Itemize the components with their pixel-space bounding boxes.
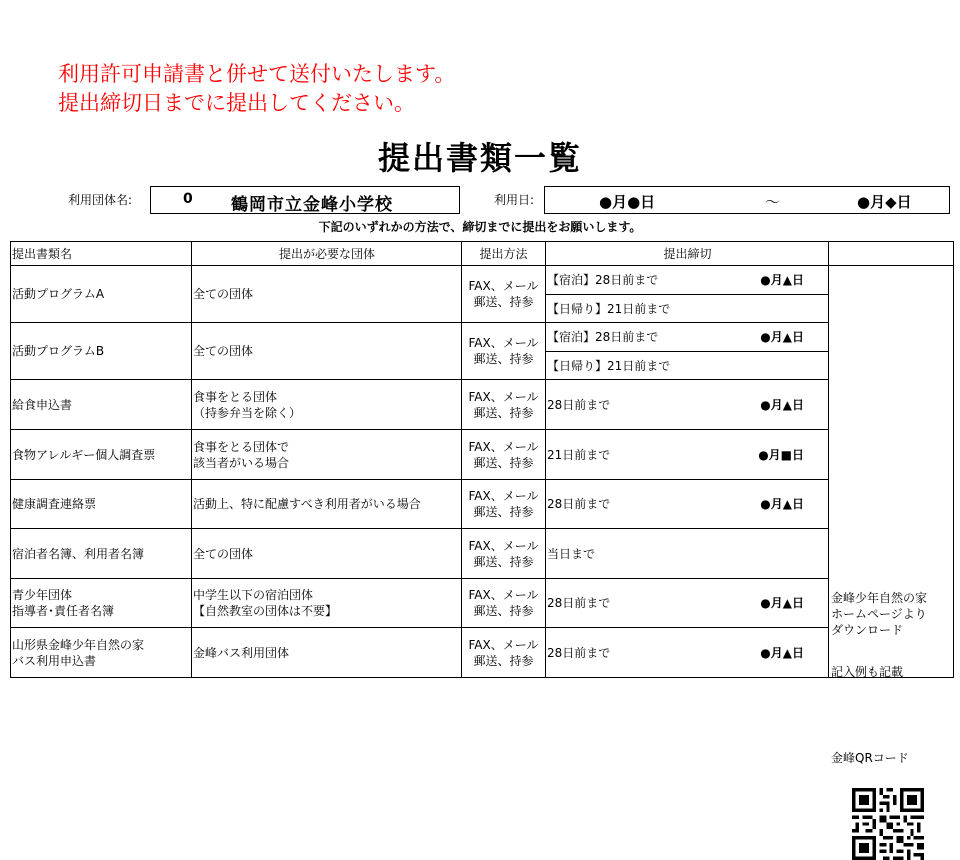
row-method [462,480,546,529]
method-line-2: 郵送、持参 [473,554,534,569]
row-deadline [546,579,829,628]
row-method [462,430,546,480]
method-line-2: 郵送、持参 [473,455,534,470]
method-line-1: FAX、メール [468,538,539,553]
deadline-text: 28日前まで [547,645,611,660]
deadline-text: 【宿泊】28日前まで [547,273,659,287]
deadline-text: 28日前まで [547,497,611,511]
row-document: 健康調査連絡票 [11,480,192,529]
method-line-1: FAX、メール [468,489,539,503]
method-line-2: 郵送、持参 [473,405,534,420]
row-deadline [546,323,829,352]
method-line-2: 郵送、持参 [473,604,534,618]
row-document [11,579,192,628]
group-line-1: 食事をとる団体で [193,439,290,454]
download-note-line-3: ダウンロード [831,622,904,637]
row-document: 給食申込書 [11,380,192,430]
table-row [11,480,954,529]
deadline-text: 28日前まで [547,397,611,412]
method-line-2: 郵送、持参 [473,653,534,668]
row-method [462,628,546,678]
document-line-1: 青少年団体 [12,588,73,602]
deadline-text: 【日帰り】21日前まで [546,352,829,380]
row-deadline [546,266,829,295]
table-row [11,628,954,678]
deadline-text: 【宿泊】28日前まで [547,330,659,344]
usage-date-from: ●月●日 [599,193,656,211]
submission-table [10,241,954,765]
notice-line-2: 提出締切日までに提出してください。 [58,91,415,115]
row-group: 全ての団体 [192,529,462,579]
row-group: 全ての団体 [192,323,462,380]
usage-date-tilde: ～ [765,193,781,211]
usage-date-field [544,186,950,214]
row-document: 食物アレルギー個人調査票 [11,430,192,480]
row-method [462,380,546,430]
side-panel [829,266,954,765]
row-group: 金峰バス利用団体 [192,628,462,678]
table-row [11,430,954,480]
row-deadline [546,480,829,529]
download-note-line-1: 金峰少年自然の家 [831,590,928,605]
method-line-1: FAX、メール [468,637,539,652]
group-name-field [150,186,460,214]
method-line-1: FAX、メール [468,439,539,454]
table-row [11,579,954,628]
table-row [11,266,954,295]
method-line-1: FAX、メール [468,279,539,293]
row-group: 活動上、特に配慮すべき利用者がいる場合 [192,480,462,529]
row-method [462,266,546,323]
method-line-2: 郵送、持参 [473,505,534,519]
table-header-row [11,242,954,266]
method-line-2: 郵送、持参 [473,295,534,309]
group-line-2: （持参弁当を除く） [193,405,302,420]
header-group: 提出が必要な団体 [192,242,462,266]
row-document: 活動プログラムA [11,266,192,323]
deadline-text: 21日前まで [547,447,611,462]
row-group: 全ての団体 [192,266,462,323]
usage-date-to: ●月◆日 [857,193,912,211]
document-line-2: バス利用申込書 [12,653,97,668]
method-line-1: FAX、メール [468,336,539,350]
header-blank [829,242,954,266]
instruction-text: 下記のいずれかの方法で、締切までに提出をお願いします。 [318,220,642,234]
group-line-2: 該当者がいる場合 [193,455,290,470]
row-method [462,579,546,628]
row-method [462,529,546,579]
notice-line-1: 利用許可申請書と併せて送付いたします。 [58,62,456,86]
download-note [831,590,927,638]
deadline-date: ●月▲日 [760,330,804,344]
qr-code-icon[interactable] [852,788,924,860]
group-line-2: 【自然教室の団体は不要】 [193,604,338,618]
deadline-text: 【日帰り】21日前まで [546,295,829,323]
usage-date-label: 利用日: [494,193,535,207]
deadline-date: ●月▲日 [760,645,804,660]
deadline-date: ●月▲日 [760,397,804,412]
group-name-label: 利用団体名: [68,193,133,207]
deadline-date: ●月▲日 [760,596,804,610]
method-line-1: FAX、メール [468,588,539,602]
row-deadline [546,529,829,579]
row-document [11,628,192,678]
row-document: 宿泊者名簿、利用者名簿 [11,529,192,579]
group-name: 鶴岡市立金峰小学校 [231,195,393,215]
deadline-date: ●月■日 [758,447,804,462]
row-deadline [546,380,829,430]
table-row [11,380,954,430]
header-deadline: 提出締切 [546,242,829,266]
example-note: 記入例も記載 [831,664,904,679]
page-title: 提出書類一覧 [377,139,582,177]
table-row [11,529,954,579]
row-group [192,579,462,628]
deadline-text: 当日まで [547,546,596,561]
download-note-line-2: ホームページより [831,606,927,621]
group-line-1: 食事をとる団体 [193,389,278,404]
row-group [192,430,462,480]
row-document: 活動プログラムB [11,323,192,380]
document-line-2: 指導者･責任者名簿 [12,604,115,618]
document-line-1: 山形県金峰少年自然の家 [12,637,145,652]
row-method [462,323,546,380]
qr-code-label: 金峰QRコード [831,750,909,765]
group-number: 0 [183,191,193,207]
deadline-date: ●月▲日 [760,273,804,287]
table-row [11,323,954,352]
header-method: 提出方法 [462,242,546,266]
deadline-text: 28日前まで [547,596,611,610]
method-line-1: FAX、メール [468,389,539,404]
group-line-1: 中学生以下の宿泊団体 [193,588,314,602]
row-deadline [546,628,829,678]
header-document: 提出書類名 [11,242,192,266]
row-group [192,380,462,430]
method-line-2: 郵送、持参 [473,352,534,366]
row-deadline [546,430,829,480]
deadline-date: ●月▲日 [760,497,804,511]
